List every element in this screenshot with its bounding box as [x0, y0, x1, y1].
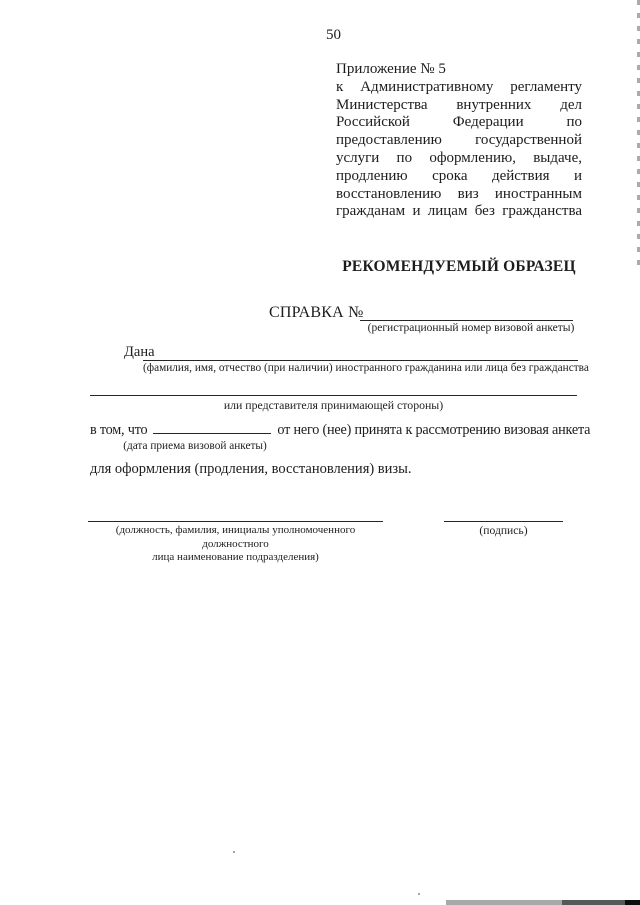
appendix-line: к Административному регламенту — [336, 78, 582, 95]
date-blank-line — [153, 433, 271, 434]
appendix-line: гражданам и лицам без гражданства — [336, 203, 582, 220]
spravka-label: СПРАВКА № — [269, 304, 364, 321]
appendix-line: предоставлению государственной — [336, 132, 582, 149]
official-caption-line2: лица наименование подразделения) — [152, 551, 319, 563]
name-blank-line — [143, 345, 578, 361]
scan-bar-black-segment — [625, 900, 640, 905]
scan-speck — [233, 851, 235, 853]
appendix-header — [336, 61, 582, 221]
date-caption: (дата приема визовой анкеты) — [123, 440, 267, 452]
official-caption — [84, 524, 387, 565]
statement-line-2: для оформления (продления, восстановления) визы. — [90, 461, 412, 477]
statement-prefix: в том, что — [90, 422, 148, 438]
appendix-line: восстановлению виз иностранным — [336, 185, 582, 202]
appendix-line: Приложение № 5 — [336, 61, 446, 77]
scan-speck — [418, 893, 420, 895]
dana-label: Дана — [124, 344, 155, 360]
appendix-line: продлению срока действия и — [336, 167, 582, 184]
scan-bar-light-segment — [446, 900, 562, 905]
name-blank-line-2 — [90, 381, 577, 396]
official-signature-blank-line — [88, 506, 383, 522]
appendix-line: Российской Федерации по — [336, 114, 582, 131]
scan-bar-dark-segment — [562, 900, 625, 905]
signature-blank-line — [444, 506, 563, 522]
representative-caption: или представителя принимающей стороны) — [223, 398, 444, 412]
page-number: 50 — [326, 27, 341, 43]
statement-line — [90, 422, 590, 439]
scan-bottom-bar-artifact — [446, 900, 640, 905]
official-caption-line1: (должность, фамилия, инициалы уполномоченного должностного — [115, 524, 356, 550]
name-caption: (фамилия, имя, отчество (при наличии) иностранного гражданина или лица без гражданства — [143, 362, 589, 374]
statement-suffix: от него (нее) принята к рассмотрению визовая анкета — [277, 422, 591, 438]
appendix-line: Министерства внутренних дел — [336, 96, 582, 113]
sample-heading: РЕКОМЕНДУЕМЫЙ ОБРАЗЕЦ — [342, 258, 576, 275]
registration-number-blank-line — [360, 305, 573, 321]
signature-caption: (подпись) — [479, 524, 528, 537]
appendix-line: услуги по оформлению, выдаче, — [336, 149, 582, 166]
registration-number-caption: (регистрационный номер визовой анкеты) — [367, 322, 575, 334]
